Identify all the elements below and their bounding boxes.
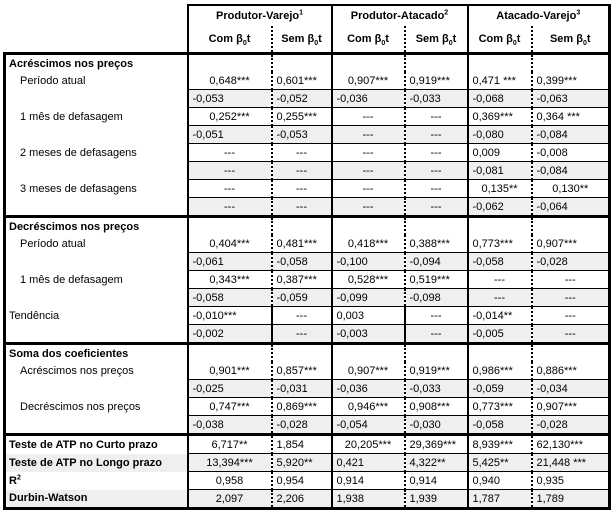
- se-row-dec-1m: [5, 289, 610, 307]
- se-row-acr-2m: [5, 162, 610, 180]
- se-cell: -0,068: [468, 90, 532, 108]
- stat-cell: 4,322**: [405, 454, 468, 472]
- coef-cell: 0,399***: [532, 72, 610, 90]
- coef-row-acr-1m: [5, 108, 610, 126]
- se-cell: -0,036: [332, 90, 405, 108]
- se-cell: -0,081: [468, 162, 532, 180]
- se-cell: -0,031: [272, 380, 332, 398]
- se-cell: ---: [405, 126, 468, 144]
- coef-row-dec-1m: [5, 271, 610, 289]
- coef-cell: 0,404***: [188, 235, 272, 253]
- se-cell: -0,080: [468, 126, 532, 144]
- coef-cell: 0,907***: [332, 72, 405, 90]
- se-cell: -0,053: [272, 126, 332, 144]
- se-cell: -0,058: [468, 253, 532, 271]
- se-cell: ---: [405, 325, 468, 344]
- coef-cell: ---: [332, 108, 405, 126]
- header-com-beta: Com $\beta_0t$: [332, 26, 405, 54]
- se-cell: -0,084: [532, 162, 610, 180]
- stat-cell: 6,717**: [188, 435, 272, 454]
- coef-cell: 0,919***: [405, 72, 468, 90]
- coef-cell: ---: [468, 271, 532, 289]
- se-cell: -0,059: [468, 380, 532, 398]
- stat-cell: 5,920**: [272, 454, 332, 472]
- se-cell: -0,030: [405, 416, 468, 435]
- stat-row-atp-curto: [5, 435, 610, 454]
- coef-cell: 0,255***: [272, 108, 332, 126]
- stat-cell: 21,448 ***: [532, 454, 610, 472]
- se-cell: -0,094: [405, 253, 468, 271]
- header-produtor-atacado: [332, 5, 468, 26]
- coef-cell: 0,130**: [532, 180, 610, 198]
- coef-cell: ---: [332, 180, 405, 198]
- se-row-soma-dec: [5, 416, 610, 435]
- se-cell: -0,099: [332, 289, 405, 307]
- stat-cell: 62,130***: [532, 435, 610, 454]
- coef-row-dec-atual: [5, 235, 610, 253]
- coef-row-soma-dec: [5, 398, 610, 416]
- row-label: 1 mês de defasagem: [5, 108, 188, 126]
- header-produtor-varejo: [188, 5, 332, 26]
- coef-cell: 0,519***: [405, 271, 468, 289]
- se-cell: -0,058: [468, 416, 532, 435]
- coef-cell: 0,418***: [332, 235, 405, 253]
- stat-cell: 5,425**: [468, 454, 532, 472]
- group-label: Produtor-Varejo: [215, 10, 300, 22]
- coef-cell: 0,135**: [468, 180, 532, 198]
- header-blank: [5, 5, 188, 26]
- se-cell: -0,064: [532, 198, 610, 217]
- section-heading: Decréscimos nos preços: [5, 217, 188, 236]
- se-cell: -0,034: [532, 380, 610, 398]
- row-label: Decréscimos nos preços: [5, 398, 188, 416]
- stat-cell: 20,205***: [332, 435, 405, 454]
- se-cell: -0,028: [532, 416, 610, 435]
- coef-cell: ---: [405, 144, 468, 162]
- coef-cell: ---: [405, 108, 468, 126]
- footnote-marker: 3: [576, 9, 581, 17]
- coef-cell: 0,481***: [272, 235, 332, 253]
- se-row-acr-1m: [5, 126, 610, 144]
- se-cell: -0,005: [468, 325, 532, 344]
- coef-cell: 0,387***: [272, 271, 332, 289]
- coef-cell: 0,907***: [532, 398, 610, 416]
- se-row-acr-atual: [5, 90, 610, 108]
- stat-cell: 0,935: [532, 472, 610, 490]
- row-label: Período atual: [5, 235, 188, 253]
- se-cell: -0,100: [332, 253, 405, 271]
- stat-cell: 0,421: [332, 454, 405, 472]
- stat-cell: 29,369***: [405, 435, 468, 454]
- coef-cell: 0,601***: [272, 72, 332, 90]
- se-cell: ---: [188, 198, 272, 217]
- se-cell: ---: [532, 289, 610, 307]
- se-cell: -0,062: [468, 198, 532, 217]
- stat-cell: 0,914: [405, 472, 468, 490]
- se-cell: ---: [272, 162, 332, 180]
- se-cell: -0,058: [272, 253, 332, 271]
- stat-row-atp-longo: [5, 454, 610, 472]
- se-cell: ---: [468, 289, 532, 307]
- stat-cell: 13,394***: [188, 454, 272, 472]
- se-cell: -0,028: [532, 253, 610, 271]
- row-label: 3 meses de defasagens: [5, 180, 188, 198]
- stat-row-durbin-watson: [5, 490, 610, 509]
- stat-row-r2: [5, 472, 610, 490]
- se-row-tendencia: [5, 325, 610, 344]
- coef-cell: 0,986***: [468, 362, 532, 380]
- se-cell: -0,003: [332, 325, 405, 344]
- se-cell: -0,002: [188, 325, 272, 344]
- stat-cell: 1,939: [405, 490, 468, 509]
- coef-row-acr-atual: [5, 72, 610, 90]
- row-label: Durbin-Watson: [5, 490, 188, 509]
- coef-cell: 0,857***: [272, 362, 332, 380]
- row-label: 2 meses de defasagens: [5, 144, 188, 162]
- se-cell: -0,038: [188, 416, 272, 435]
- stat-cell: 0,958: [188, 472, 272, 490]
- coef-cell: -0,008: [532, 144, 610, 162]
- coef-cell: 0,648***: [188, 72, 272, 90]
- coef-cell: 0,003: [332, 307, 405, 325]
- row-label: Período atual: [5, 72, 188, 90]
- coef-cell: ---: [405, 307, 468, 325]
- row-label: Tendência: [5, 307, 188, 325]
- stat-cell: 0,914: [332, 472, 405, 490]
- coef-row-soma-acr: [5, 362, 610, 380]
- header-group-row: [5, 5, 610, 26]
- coef-cell: 0,528***: [332, 271, 405, 289]
- se-cell: ---: [332, 162, 405, 180]
- se-cell: ---: [272, 325, 332, 344]
- coef-cell: 0,946***: [332, 398, 405, 416]
- group-label: Atacado-Varejo: [496, 10, 577, 22]
- coef-cell: 0,364 ***: [532, 108, 610, 126]
- se-cell: ---: [532, 325, 610, 344]
- se-cell: ---: [188, 162, 272, 180]
- se-cell: ---: [332, 198, 405, 217]
- coef-cell: ---: [332, 144, 405, 162]
- se-cell: -0,052: [272, 90, 332, 108]
- se-cell: -0,061: [188, 253, 272, 271]
- coef-cell: ---: [532, 307, 610, 325]
- coef-cell: ---: [188, 144, 272, 162]
- coef-row-acr-2m: [5, 144, 610, 162]
- row-label: Teste de ATP no Longo prazo: [5, 454, 188, 472]
- header-sem-beta: Sem $\beta_0t$: [272, 26, 332, 54]
- stat-cell: 2,097: [188, 490, 272, 509]
- header-sem-beta: Sem $\beta_0t$: [532, 26, 610, 54]
- coef-row-tendencia: [5, 307, 610, 325]
- header-sem-beta: Sem $\beta_0t$: [405, 26, 468, 54]
- header-com-beta: Com $\beta_0t$: [468, 26, 532, 54]
- coef-cell: 0,388***: [405, 235, 468, 253]
- se-cell: -0,063: [532, 90, 610, 108]
- group-label: Produtor-Atacado: [350, 10, 445, 22]
- coef-cell: -0,014**: [468, 307, 532, 325]
- se-cell: -0,025: [188, 380, 272, 398]
- row-label: $R^2$: [5, 472, 188, 490]
- stat-cell: 0,954: [272, 472, 332, 490]
- coef-cell: ---: [532, 271, 610, 289]
- coef-cell: 0,886***: [532, 362, 610, 380]
- coef-cell: 0,747***: [188, 398, 272, 416]
- se-cell: -0,084: [532, 126, 610, 144]
- header-blank: [5, 26, 188, 54]
- se-cell: -0,058: [188, 289, 272, 307]
- section-row-decrescimos: [5, 217, 610, 236]
- se-cell: -0,033: [405, 380, 468, 398]
- se-cell: -0,059: [272, 289, 332, 307]
- coef-cell: 0,773***: [468, 235, 532, 253]
- stat-cell: 1,938: [332, 490, 405, 509]
- stat-cell: 1,787: [468, 490, 532, 509]
- footnote-marker: 1: [299, 9, 304, 17]
- se-cell: -0,033: [405, 90, 468, 108]
- section-row-acrescimos: [5, 54, 610, 73]
- se-cell: -0,028: [272, 416, 332, 435]
- se-cell: ---: [332, 126, 405, 144]
- se-cell: -0,054: [332, 416, 405, 435]
- row-label: Teste de ATP no Curto prazo: [5, 435, 188, 454]
- section-heading: Soma dos coeficientes: [5, 344, 188, 363]
- se-cell: -0,098: [405, 289, 468, 307]
- coef-cell: 0,369***: [468, 108, 532, 126]
- coef-cell: -0,010***: [188, 307, 272, 325]
- section-row-soma: [5, 344, 610, 363]
- coef-cell: 0,907***: [532, 235, 610, 253]
- footnote-marker: 2: [444, 9, 449, 17]
- header-sub-row: [5, 26, 610, 54]
- coef-cell: ---: [272, 180, 332, 198]
- row-label: Acréscimos nos preços: [5, 362, 188, 380]
- coef-cell: 0,901***: [188, 362, 272, 380]
- se-row-soma-acr: [5, 380, 610, 398]
- stat-cell: 1,854: [272, 435, 332, 454]
- coef-cell: 0,471 ***: [468, 72, 532, 90]
- coef-cell: 0,908***: [405, 398, 468, 416]
- regression-results-table: [3, 4, 611, 510]
- coef-cell: ---: [272, 144, 332, 162]
- se-cell: -0,053: [188, 90, 272, 108]
- header-atacado-varejo: [468, 5, 610, 26]
- stat-cell: 2,206: [272, 490, 332, 509]
- coef-cell: 0,252***: [188, 108, 272, 126]
- coef-cell: 0,919***: [405, 362, 468, 380]
- stat-cell: 1,789: [532, 490, 610, 509]
- se-cell: -0,051: [188, 126, 272, 144]
- coef-cell: ---: [188, 180, 272, 198]
- stat-cell: 0,940: [468, 472, 532, 490]
- coef-cell: 0,773***: [468, 398, 532, 416]
- coef-cell: ---: [272, 307, 332, 325]
- se-cell: ---: [405, 198, 468, 217]
- row-label: 1 mês de defasagem: [5, 271, 188, 289]
- coef-cell: ---: [405, 180, 468, 198]
- section-heading: Acréscimos nos preços: [5, 54, 188, 73]
- coef-cell: 0,009: [468, 144, 532, 162]
- se-cell: ---: [405, 162, 468, 180]
- coef-cell: 0,869***: [272, 398, 332, 416]
- coef-row-acr-3m: [5, 180, 610, 198]
- coef-cell: 0,907***: [332, 362, 405, 380]
- coef-cell: 0,343***: [188, 271, 272, 289]
- header-com-beta: Com $\beta_0t$: [188, 26, 272, 54]
- se-cell: -0,036: [332, 380, 405, 398]
- se-row-dec-atual: [5, 253, 610, 271]
- stat-cell: 8,939***: [468, 435, 532, 454]
- se-cell: ---: [272, 198, 332, 217]
- se-row-acr-3m: [5, 198, 610, 217]
